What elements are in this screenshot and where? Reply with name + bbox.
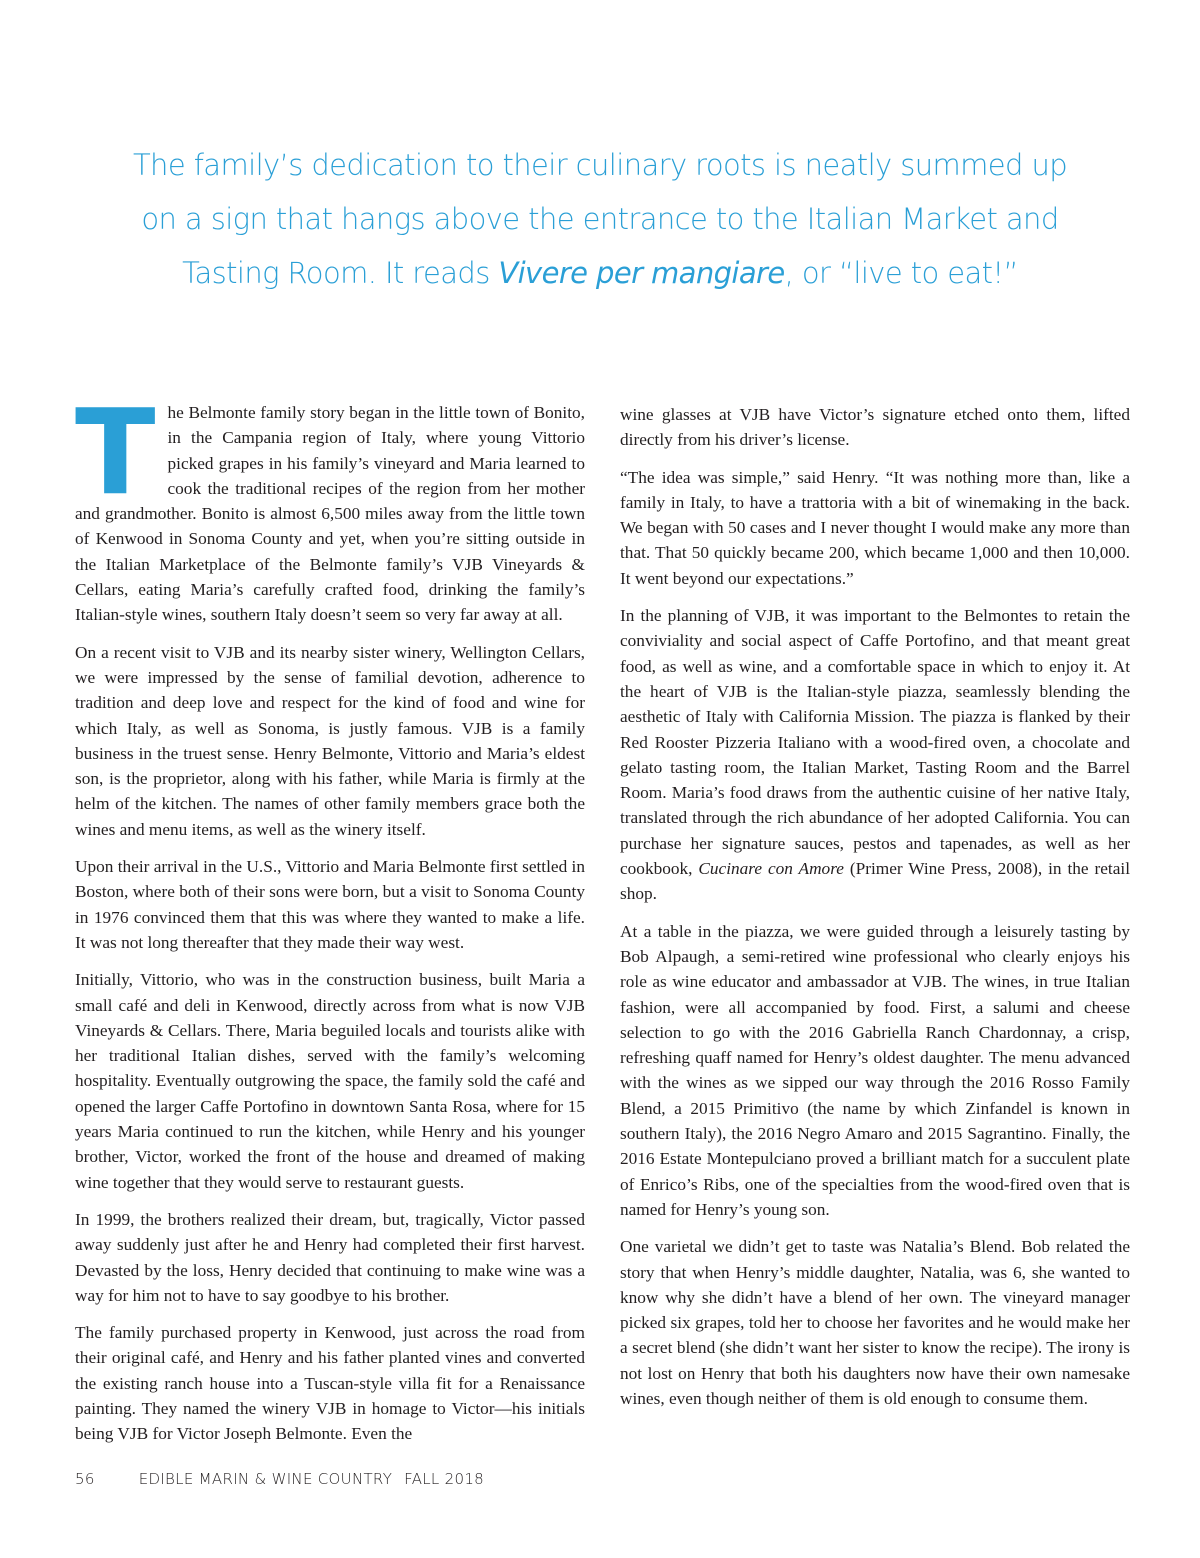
pull-quote: [130, 138, 1070, 300]
paragraph-1-text: he Belmonte family story began in the little town of Bonito, in the Campania region of Italy, where young Vittorio picked grapes in his family’s vineyard and Maria learned to cook the traditional recipes of the region from her mother and grandmother. Bonito is almost 6,500 miles away from the little town of Kenwood in Sonoma County and yet, when you’re sitting outside in the Italian Marketplace of the Belmonte family’s VJB Vineyards & Cellars, eating Maria’s carefully crafted food, drinking the family’s Italian-style wines, southern Italy doesn’t seem so very far away at all.: [75, 403, 585, 625]
page-number: 56: [75, 1470, 95, 1488]
article-paragraph-4: Initially, Vittorio, who was in the construction business, built Maria a small café and deli in Kenwood, directly across from what is now VJB Vineyards & Cellars. There, Maria beguiled locals and tourists alike with her traditional Italian dishes, served with the family’s welcoming hospitality. Eventually outgrowing the space, the family sold the café and opened the larger Caffe Portofino in downtown Santa Rosa, where for 15 years Maria continued to run the kitchen, while Henry and his younger brother, Victor, worked the front of the house and dreamed of making wine together that they would serve to restaurant guests.: [75, 970, 585, 1192]
paragraph-9-text-1: In the planning of VJB, it was important to the Belmontes to retain the conviviality and social aspect of Caffe Portofino, and that meant great food, as well as wine, and a comfortable space in which to enjoy it. At the heart of VJB is the Italian-style piazza, seamlessly blending the aesthetic of Italy with California Mission. The piazza is flanked by their Red Rooster Pizzeria Italiano with a wood-fired oven, a chocolate and gelato tasting room, the Italian Market, Tasting Room and the Barrel Room. Maria’s food draws from the authentic cuisine of her native Italy, translated through the rich abundance of her adopted California. You can purchase her signature sauces, pestos and tapenades, as well as her cookbook,: [620, 606, 1130, 879]
article-paragraph-6: The family purchased property in Kenwood, just across the road from their original café, and Henry and his father planted vines and converted the existing ranch house into a Tuscan-style villa fit for a Renaissance painting. They named the winery VJB in homage to Victor—his initials being VJB for Victor Joseph Belmonte. Even the: [75, 1323, 585, 1444]
pull-quote-italic: Vivere per mangiare: [498, 256, 785, 290]
publication-name: EDIBLE MARIN & WINE COUNTRY: [138, 1470, 393, 1488]
article-paragraph-8: “The idea was simple,” said Henry. “It was nothing more than, like a family in Italy, to have a trattoria with a bit of winemaking in the back. We began with 50 cases and I never thought I would make any more than that. That 50 quickly became 200, which became 1,000 and then 10,000. It went beyond our expectations.”: [620, 467, 1130, 588]
article-paragraph-2: On a recent visit to VJB and its nearby sister winery, Wellington Cellars, we were impressed by the sense of familial devotion, adherence to tradition and deep love and respect for the kind of food and wine for which Italy, as well as Sonoma, is justly famous. VJB is a family business in the truest sense. Henry Belmonte, Vittorio and Maria’s eldest son, is the proprietor, along with his father, while Maria is firmly at the helm of the kitchen. The names of other family members grace both the wines and menu items, as well as the winery itself.: [75, 642, 585, 839]
drop-cap: T: [75, 383, 156, 521]
article-paragraph-7: wine glasses at VJB have Victor’s signature etched onto them, lifted directly from his driver’s license.: [620, 405, 1130, 450]
pull-quote-text-2: , or “live to eat!”: [784, 256, 1018, 290]
article-paragraph-1: [75, 383, 585, 628]
article-paragraph-11: One varietal we didn’t get to taste was Natalia’s Blend. Bob related the story that when Henry’s middle daughter, Natalia, was 6, she wanted to know why she didn’t have a blend of her own. The vineyard manager picked six grapes, told her to choose her favorites and he would make her a secret blend (she didn’t want her sister to know the recipe). The irony is not lost on Henry that both his daughters now have their own namesake wines, even though neither of them is old enough to consume them.: [620, 1237, 1130, 1408]
article-column-right: [620, 402, 1130, 1423]
issue-label: FALL 2018: [404, 1470, 485, 1488]
article-paragraph-5: In 1999, the brothers realized their dream, but, tragically, Victor passed away suddenly just after he and Henry had completed their first harvest. Devasted by the loss, Henry decided that continuing to make wine was a way for him not to have to say goodbye to his brother.: [75, 1209, 585, 1305]
paragraph-9-text-2: (Primer Wine Press, 2008), in the retail shop.: [620, 859, 1131, 904]
pull-quote-text-1: The family’s dedication to their culinary roots is neatly summed up on a sign that hangs above the entrance to the Italian Market and Tasting Room. It reads: [132, 148, 1068, 290]
article-paragraph-3: Upon their arrival in the U.S., Vittorio and Maria Belmonte first settled in Boston, where both of their sons were born, but a visit to Sonoma County in 1976 convinced them that this was where they wanted to make a life. It was not long thereafter that they made their way west.: [75, 857, 585, 952]
article-paragraph-9: [620, 603, 1130, 907]
article-paragraph-10: At a table in the piazza, we were guided through a leisurely tasting by Bob Alpaugh, a semi-retired wine professional who clearly enjoys his role as wine educator and ambassador at VJB. The wines, in true Italian fashion, were all accompanied by food. First, a salumi and cheese selection to go with the 2016 Gabriella Ranch Chardonnay, a crisp, refreshing quaff named for Henry’s oldest daughter. The menu advanced with the wines as we sipped our way through the 2016 Rosso Family Blend, a 2015 Primitivo (the name by which Zinfandel is known in southern Italy), the 2016 Negro Amaro and 2015 Sagrantino. Finally, the 2016 Estate Montepulciano proved a brilliant match for a succulent plate of Enrico’s Ribs, one of the specialties from the wood-fired oven that is named for Henry’s young son.: [620, 921, 1130, 1219]
cookbook-title: Cucinare con Amore: [698, 859, 844, 879]
page-footer: [75, 1470, 484, 1488]
article-column-left: [75, 383, 585, 1459]
